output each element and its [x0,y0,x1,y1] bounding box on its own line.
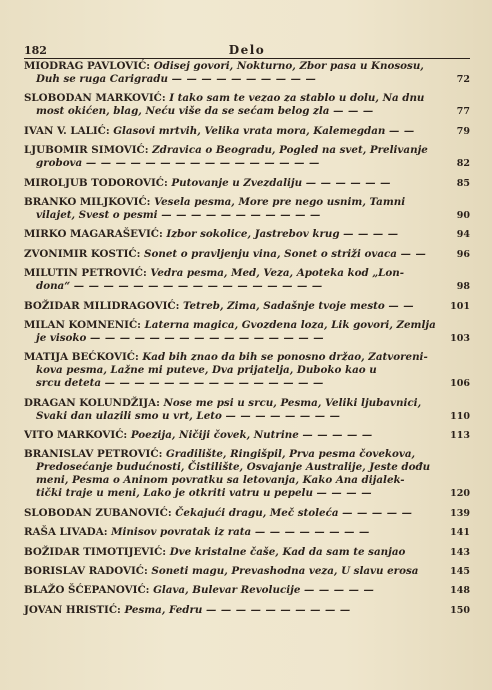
entry-works-line: vilajet, Svest o pesmi — — — — — — — — — — — [36,208,321,221]
entry-works-line: kova pesma, Lažne mi puteve, Dva prijatelja, Duboko kao u [36,364,377,377]
leader-dashes: — — — — [343,228,399,241]
entry-works-line: tički traje u meni, Lako je otkriti vatru u pepelu — — — — [36,487,372,500]
entry-works-line: Glasovi mrtvih, Velika vrata mora, Kalemegdan — — [113,124,415,137]
entry-works-line: Kad bih znao da bih se ponosno držao, Zatvoreni- [142,351,428,364]
entry-works-line: Zdravica o Beogradu, Pogled na svet, Prelivanje [152,144,428,157]
entry-author: BRANKO MILJKOVIĆ: [24,195,155,208]
entry-author: RAŠA LIVADA: [24,526,112,539]
entry-works-line: Svaki dan ulazili smo u vrt, Leto — — — — — — — — [36,409,341,422]
toc-entry [24,565,470,578]
toc-entry [24,448,470,500]
entry-page-number: 148 [450,585,470,597]
entry-author: MIROLJUB TODOROVIĆ: [24,176,172,189]
entry-works-line: Izbor sokolice, Jastrebov krug — — — — [166,228,399,241]
leader-dashes: — — — — — [302,429,373,442]
entry-author: BOŽIDAR TIMOTIJEVIĆ: [24,545,170,558]
entry-works-line: meni, Pesma o Aninom povratku sa letovanja, Kako Ana dijalek- [36,474,405,487]
entry-page-number: 113 [450,430,470,442]
toc-entry [24,267,470,293]
entry-works-line: Poezija, Ničiji čovek, Nutrine — — — — — [130,429,373,442]
entry-author: BOŽIDAR MILIDRAGOVIĆ: [24,299,183,312]
leader-dashes: — — [388,124,415,137]
leader-dashes: — — — — — — — — — — — — — — — — [85,157,320,170]
entry-author: SLOBODAN ZUBANOVIĆ: [24,506,176,519]
entry-page-number: 94 [456,229,470,241]
entry-works-line: Sonet o pravljenju vina, Sonet o striži ovaca — — [144,247,427,260]
leader-dashes: — — — — [316,487,372,500]
entry-page-number: 85 [456,177,470,189]
entry-page-number: 106 [450,378,470,390]
entry-works-line: je visoko — — — — — — — — — — — — — — — — [36,331,325,344]
leader-dashes: — — — — — — — — — — — — — — — — [90,331,325,344]
running-title: Delo [228,43,266,57]
leader-dashes: — — — — — — — — — — — — — — — — — [73,280,323,293]
toc-entry [24,300,470,313]
entry-page-number: 139 [450,507,470,519]
table-of-contents [24,60,470,623]
entry-works-line: Tetreb, Zima, Sadašnje tvoje mesto — — [182,299,415,312]
leader-dashes: — — — — — — — — — — [205,603,351,616]
entry-works-line: grobova — — — — — — — — — — — — — — — — [36,157,320,170]
entry-author: JOVAN HRISTIĆ: [24,603,125,616]
leader-dashes: — — [388,299,415,312]
entry-page-number: 143 [450,546,470,558]
entry-page-number: 72 [456,74,470,85]
entry-author: ZVONIMIR KOSTIĆ: [24,247,145,260]
entry-works-line: Minisov povratak iz rata — — — — — — — — [111,526,370,539]
entry-page-number: 103 [450,332,470,344]
leader-dashes: — — — — — — — — [254,526,370,539]
entry-works-line: Dve kristalne čaše, Kad da sam te sanjao [169,545,406,558]
entry-page-number: 77 [456,106,470,118]
toc-entry [24,604,470,617]
toc-entry [24,397,470,423]
entry-page-number: 82 [456,158,470,170]
toc-entry [24,228,470,241]
toc-entry [24,429,470,442]
leader-dashes: — — — — — — — — — — — [161,208,321,221]
toc-entry [24,125,470,138]
leader-dashes: — — — — — — — — [225,409,341,422]
leader-dashes: — — [400,247,427,260]
page-number: 182 [24,44,47,57]
entry-works-line: Soneti magu, Prevashodna veza, U slavu erosa [151,565,419,578]
entry-works-line: most okićen, blag, Neću više da se sećam belog zla — — — [36,105,374,118]
entry-author: BLAŽO ŠĆEPANOVIĆ: [24,584,154,597]
leader-dashes: — — — — — — [305,176,391,189]
toc-entry [24,584,470,597]
toc-entry [24,196,470,222]
leader-dashes: — — — — — — — — — — — — — — — [104,377,324,390]
entry-works-line: Pesma, Fedru — — — — — — — — — — [124,603,351,616]
leader-dashes: — — — — — [342,506,413,519]
entry-author: MIODRAG PAVLOVIĆ: [24,60,154,72]
entry-page-number: 150 [450,604,470,616]
toc-entry [24,351,470,390]
entry-author: SLOBODAN MARKOVIĆ: [24,92,170,105]
toc-entry [24,248,470,261]
entry-works-line: Duh se ruga Carigradu — — — — — — — — — — [36,73,317,85]
entry-page-number: 79 [456,125,470,137]
toc-entry [24,144,470,170]
leader-dashes: — — — — — — — — — — [171,73,317,85]
toc-entry [24,177,470,190]
entry-author: BORISLAV RADOVIĆ: [24,565,152,578]
entry-works-line: Odisej govori, Nokturno, Zbor pasa u Knososu, [153,60,424,72]
entry-works-line: Čekajući dragu, Meč stoleća — — — — — [175,506,413,519]
entry-author: MATIJA BEĆKOVIĆ: [24,351,143,364]
entry-page-number: 120 [450,488,470,500]
entry-works-line: srcu deteta — — — — — — — — — — — — — — — [36,377,324,390]
entry-page-number: 110 [450,410,470,422]
toc-entry [24,92,470,118]
entry-author: MILAN KOMNENIĆ: [24,318,145,331]
toc-entry [24,319,470,345]
entry-works-line: Putovanje u Zvezdaliju — — — — — — [171,176,391,189]
entry-author: DRAGAN KOLUNDŽIJA: [24,396,164,409]
toc-entry [24,507,470,520]
entry-works-line: Predosećanje budućnosti, Čistilište, Osvajanje Australije, Jeste dođu [36,461,431,474]
entry-works-line: Vesela pesma, More pre nego usnim, Tamni [154,195,406,208]
entry-page-number: 90 [456,209,470,221]
toc-entry [24,546,470,559]
entry-author: BRANISLAV PETROVIĆ: [24,448,166,461]
entry-author: MIRKO MAGARAŠEVIĆ: [24,228,167,241]
entry-works-line: Vedra pesma, Med, Veza, Apoteka kod „Lon- [150,267,405,280]
entry-author: IVAN V. LALIĆ: [24,124,114,137]
entry-works-line: Glava, Bulevar Revolucije — — — — — [153,584,375,597]
entry-page-number: 98 [456,281,470,293]
entry-author: VITO MARKOVIĆ: [24,429,131,442]
entry-page-number: 101 [450,300,470,312]
leader-dashes: — — — — — [303,584,375,597]
page-header [24,38,470,59]
entry-page-number: 145 [450,566,470,578]
entry-page-number: 96 [456,248,470,260]
entry-works-line: Nose me psi u srcu, Pesma, Veliki ljubavnici, [163,396,422,409]
entry-page-number: 141 [450,527,470,539]
entry-works-line: Laterna magica, Gvozdena loza, Lik govori, Zemlja [144,318,436,331]
toc-entry [24,60,470,86]
entry-author: LJUBOMIR SIMOVIĆ: [24,144,153,157]
leader-dashes: — — — [333,105,374,118]
entry-author: MILUTIN PETROVIĆ: [24,267,151,280]
entry-works-line: Gradilište, Ringišpil, Prva pesma čovekova, [165,448,416,461]
toc-entry [24,526,470,539]
entry-works-line: dona“ — — — — — — — — — — — — — — — — — [36,280,323,293]
entry-works-line: I tako sam te vezao za stablo u dolu, Na dnu [169,92,425,105]
